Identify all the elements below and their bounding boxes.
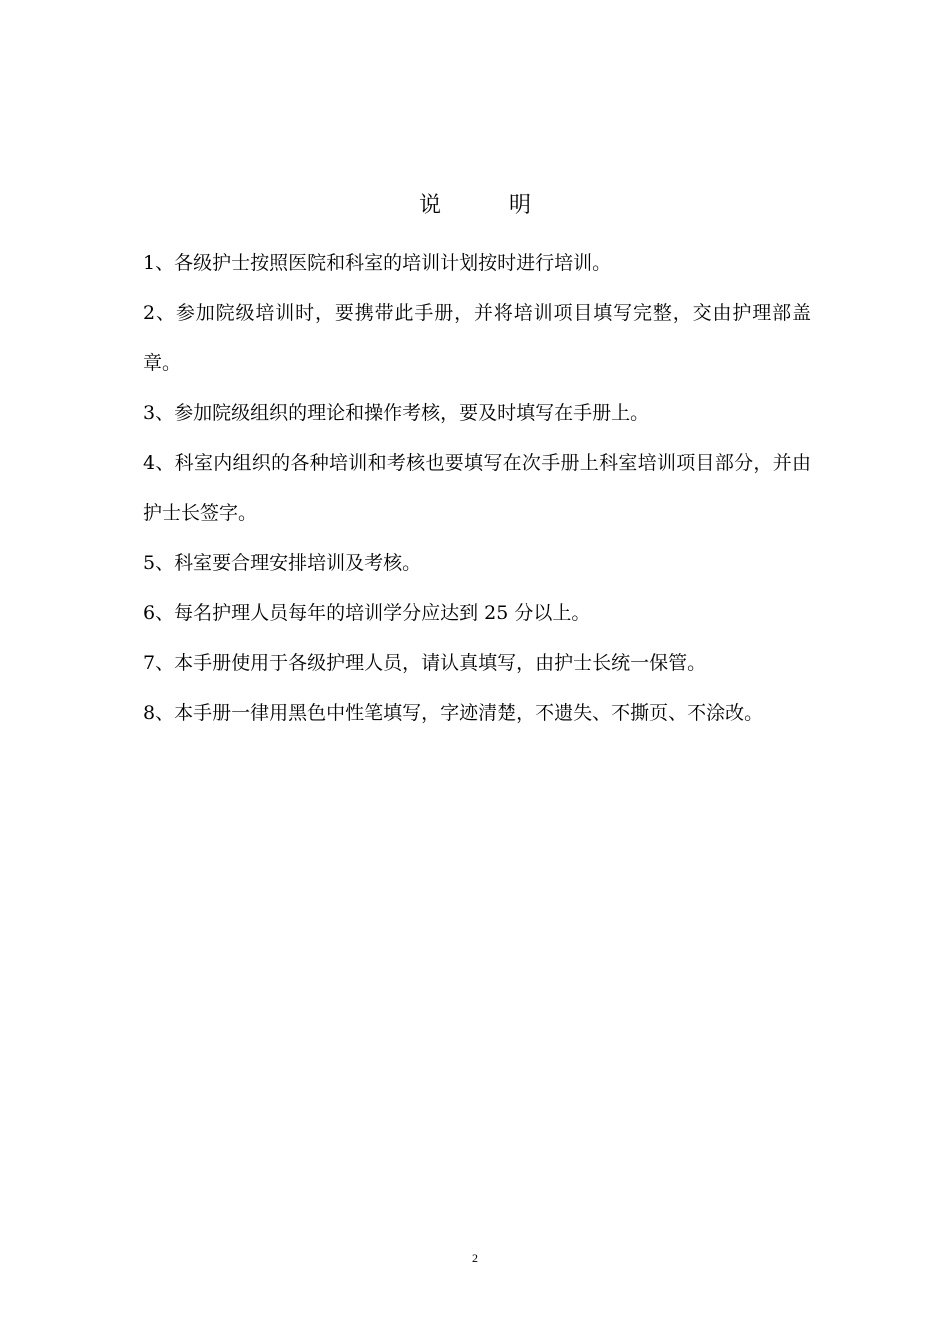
instruction-item-8: 8、本手册一律用黑色中性笔填写，字迹清楚，不遗失、不撕页、不涂改。 <box>143 702 764 724</box>
instruction-item-5: 5、科室要合理安排培训及考核。 <box>143 552 422 574</box>
instruction-item-1: 1、各级护士按照医院和科室的培训计划按时进行培训。 <box>143 252 612 274</box>
instruction-item-4: 4、科室内组织的各种培训和考核也要填写在次手册上科室培训项目部分，并由护士长签字。 <box>143 452 811 524</box>
instruction-item-7: 7、本手册使用于各级护理人员，请认真填写，由护士长统一保管。 <box>143 652 707 674</box>
page-title <box>0 188 950 219</box>
instruction-item-3: 3、参加院级组织的理论和操作考核，要及时填写在手册上。 <box>143 402 650 424</box>
instructions-list <box>143 238 811 738</box>
instruction-item-2: 2、参加院级培训时，要携带此手册，并将培训项目填写完整，交由护理部盖章。 <box>143 302 811 374</box>
page-number: 2 <box>472 1251 478 1265</box>
instruction-item-6: 6、每名护理人员每年的培训学分应达到 25 分以上。 <box>143 602 591 624</box>
title-char-2: 明 <box>509 193 532 218</box>
title-char-1: 说 <box>418 193 441 218</box>
